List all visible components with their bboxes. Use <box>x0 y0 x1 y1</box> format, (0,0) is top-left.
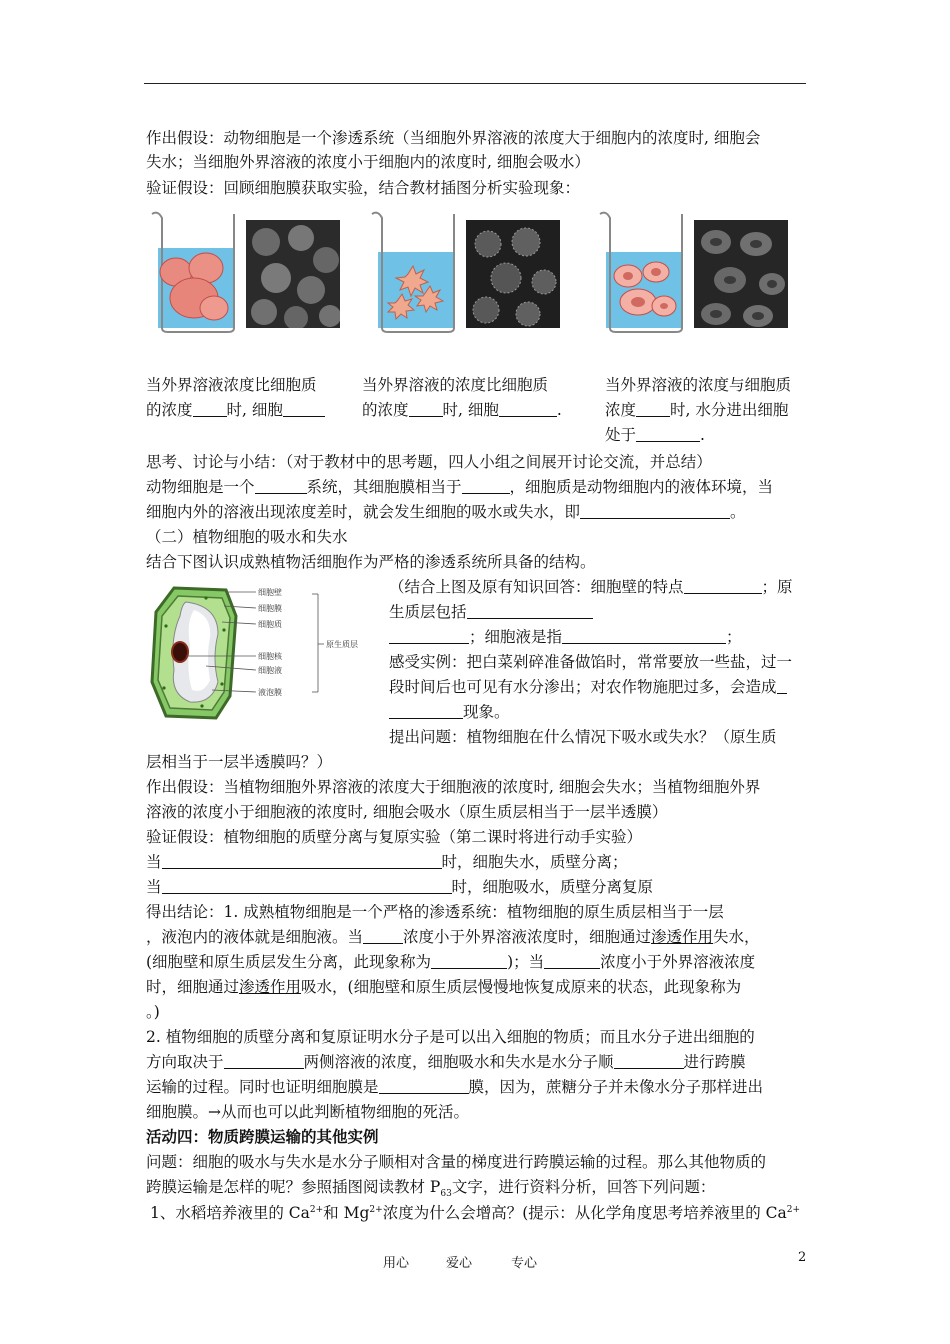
blank <box>224 1053 304 1069</box>
paragraph <box>146 502 746 522</box>
micrograph-swollen <box>246 220 340 328</box>
text: 当 <box>146 878 162 896</box>
text: 吸水，(细胞壁和原生质层慢慢地恢复成原来的状态，此现象称为 <box>301 978 742 996</box>
underlined-term: 渗透作用 <box>239 978 302 996</box>
label-tonoplast: 液泡膜 <box>258 688 282 697</box>
footer-text: 爱心 <box>446 1256 473 1271</box>
caption-1-line1: 当外界溶液浓度比细胞质 <box>146 376 317 394</box>
text: 失水， <box>713 928 760 946</box>
paragraph <box>146 952 755 972</box>
label-nucleus: 细胞核 <box>258 652 282 661</box>
subsection-title: （二）植物细胞的吸水和失水 <box>146 528 348 546</box>
blank <box>562 628 726 644</box>
label-cytoplasm: 细胞质 <box>258 620 282 629</box>
caption-text: . <box>556 401 562 419</box>
blank <box>363 928 403 944</box>
paragraph <box>389 702 510 722</box>
text: 现象。 <box>463 703 510 721</box>
superscript: 2+ <box>369 1205 383 1215</box>
text: 段时间后也可见有水分渗出；对农作物施肥过多，会造成 <box>389 678 777 696</box>
blank <box>499 401 557 417</box>
text: 跨膜运输是怎样的呢？参照插图阅读教材 P <box>146 1178 441 1196</box>
paragraph <box>146 1052 746 1072</box>
paragraph: 结合下图认识成熟植物活细胞作为严格的渗透系统所具备的结构。 <box>146 553 596 571</box>
beaker-swollen-figure <box>148 208 242 334</box>
label-cell-wall: 细胞壁 <box>258 588 282 597</box>
paragraph <box>146 977 741 997</box>
caption-text: 的浓度 <box>146 401 193 419</box>
text: 浓度为什么会增高？(提示：从化学角度思考培养液里的 Ca <box>382 1204 787 1223</box>
footer-text: 专心 <box>511 1256 538 1271</box>
superscript: 2+ <box>309 1205 324 1215</box>
text: 动物细胞是一个 <box>146 478 255 496</box>
text: 膜，因为，蔗糖分子并未像水分子那样进出 <box>468 1078 764 1096</box>
caption-text: 时, 水分进出细胞 <box>670 401 789 419</box>
blank <box>389 703 463 719</box>
text: 系统，其细胞膜相当于 <box>306 478 462 496</box>
paragraph: 得出结论：1. 成熟植物细胞是一个严格的渗透系统：植物细胞的原生质层相当于一层 <box>146 903 724 921</box>
paragraph <box>389 577 793 597</box>
text: 运输的过程。同时也证明细胞膜是 <box>146 1078 379 1096</box>
text: 和 Mg <box>323 1204 370 1223</box>
caption-text: 时, 细胞 <box>226 401 283 419</box>
blank <box>580 503 730 519</box>
text: 浓度小于外界溶液浓度时，细胞通过 <box>403 928 652 946</box>
paragraph: 验证假设：植物细胞的质壁分离与复原实验（第二课时将进行动手实验） <box>146 828 643 846</box>
paragraph <box>146 477 773 497</box>
label-cell-membrane: 细胞膜 <box>258 604 282 613</box>
caption-2-line2 <box>362 398 562 423</box>
blank <box>467 603 593 619</box>
beaker-shrunk-figure <box>368 208 462 334</box>
paragraph: 层相当于一层半透膜吗？） <box>146 753 333 771</box>
paragraph: 验证假设：回顾细胞膜获取实验，结合教材插图分析实验现象： <box>146 179 581 197</box>
paragraph: 溶液的浓度小于细胞液的浓度时, 细胞会吸水（原生质层相当于一层半透膜） <box>146 803 668 821</box>
blank <box>777 678 787 694</box>
page-number: 2 <box>798 1250 807 1265</box>
caption-3-line3 <box>605 423 705 448</box>
text: 文字，进行资料分析，回答下列问题： <box>451 1178 716 1196</box>
text: (细胞壁和原生质层发生分离，此现象称为 <box>146 953 432 971</box>
blank <box>636 401 670 417</box>
text: 时，细胞失水，质壁分离； <box>441 853 628 871</box>
paragraph: 感受实例：把白菜剁碎准备做馅时，常常要放一些盐，过一 <box>389 653 793 671</box>
text: 1、水稻培养液里的 Ca <box>150 1204 310 1223</box>
paragraph <box>146 852 628 872</box>
caption-3-line1: 当外界溶液的浓度与细胞质 <box>605 376 792 394</box>
blank <box>431 953 507 969</box>
paragraph: 问题：细胞的吸水与失水是水分子顺相对含量的梯度进行跨膜运输的过程。那么其他物质的 <box>146 1153 767 1171</box>
activity-heading: 活动四：物质跨膜运输的其他实例 <box>146 1127 379 1146</box>
paragraph <box>146 927 760 947</box>
text: ；原 <box>761 578 793 596</box>
blank <box>636 426 700 442</box>
paragraph: 提出问题：植物细胞在什么情况下吸水或失水？（原生质 <box>389 728 777 746</box>
micrograph-shrunk <box>466 220 560 328</box>
blank <box>614 1053 684 1069</box>
blank <box>684 578 762 594</box>
text: 。 <box>730 503 746 521</box>
text: 进行跨膜 <box>683 1053 746 1071</box>
text: 当 <box>146 853 162 871</box>
blank <box>162 853 442 869</box>
text: 两侧溶液的浓度，细胞吸水和失水是水分子顺 <box>303 1053 614 1071</box>
paragraph <box>389 602 593 622</box>
text: ，液泡内的液体就是细胞液。当 <box>146 928 364 946</box>
paragraph: 细胞膜。→从而也可以此判断植物细胞的死活。 <box>146 1103 469 1121</box>
text: 细胞内外的溶液出现浓度差时，就会发生细胞的吸水或失水，即 <box>146 503 581 521</box>
underlined-term: 渗透作用 <box>651 928 714 946</box>
caption-1-line2 <box>146 398 325 423</box>
subscript: 63 <box>440 1189 452 1200</box>
blank <box>193 401 227 417</box>
text: 方向取决于 <box>146 1053 224 1071</box>
label-cell-sap: 细胞液 <box>258 666 282 675</box>
header-rule <box>144 83 806 84</box>
caption-2-line1: 当外界溶液的浓度比细胞质 <box>362 376 549 394</box>
micrograph-normal <box>694 220 788 328</box>
blank <box>255 478 307 494</box>
caption-text: 的浓度 <box>362 401 409 419</box>
label-protoplast: 原生质层 <box>326 640 358 649</box>
paragraph <box>389 677 787 697</box>
caption-text: 时, 细胞 <box>442 401 499 419</box>
text: ；细胞液是指 <box>469 628 563 646</box>
text: ； <box>726 628 742 646</box>
paragraph: 失水；当细胞外界溶液的浓度小于细胞内的浓度时, 细胞会吸水） <box>146 153 590 171</box>
text: 浓度小于外界溶液浓度 <box>600 953 756 971</box>
blank <box>462 478 510 494</box>
paragraph: 2. 植物细胞的质壁分离和复原证明水分子是可以出入细胞的物质；而且水分子进出细胞的 <box>146 1028 755 1046</box>
superscript: 2+ <box>786 1205 801 1215</box>
blank <box>544 953 600 969</box>
text: 生质层包括 <box>389 603 467 621</box>
blank <box>379 1078 469 1094</box>
caption-text: 处于 <box>605 426 637 444</box>
text: 时，细胞通过 <box>146 978 240 996</box>
footer-text: 用心 <box>383 1256 410 1271</box>
caption-text: . <box>700 426 705 444</box>
caption-3-line2 <box>605 398 788 423</box>
blank <box>409 401 443 417</box>
paragraph: 作出假设：当植物细胞外界溶液的浓度大于细胞液的浓度时, 细胞会失水；当植物细胞外界 <box>146 778 761 796</box>
text: 时，细胞吸水，质壁分离复原 <box>451 878 654 896</box>
paragraph <box>150 1200 800 1223</box>
paragraph <box>389 627 742 647</box>
paragraph <box>146 1077 763 1097</box>
paragraph <box>146 877 653 897</box>
caption-text: 浓度 <box>605 401 637 419</box>
paragraph: 思考、讨论与小结：（对于教材中的思考题，四人小组之间展开讨论交流，并总结） <box>146 453 712 471</box>
text: ，细胞质是动物细胞内的液体环境，当 <box>509 478 774 496</box>
paragraph: 作出假设：动物细胞是一个渗透系统（当细胞外界溶液的浓度大于细胞内的浓度时, 细胞会 <box>146 129 761 147</box>
text: )；当 <box>507 953 545 971</box>
blank <box>389 628 469 644</box>
text: （结合上图及原有知识回答：细胞壁的特点 <box>389 578 684 596</box>
blank <box>283 401 325 417</box>
plant-cell-diagram <box>146 586 382 720</box>
blank <box>162 878 452 894</box>
paragraph: 。) <box>146 1003 160 1021</box>
beaker-normal-figure <box>596 208 690 334</box>
